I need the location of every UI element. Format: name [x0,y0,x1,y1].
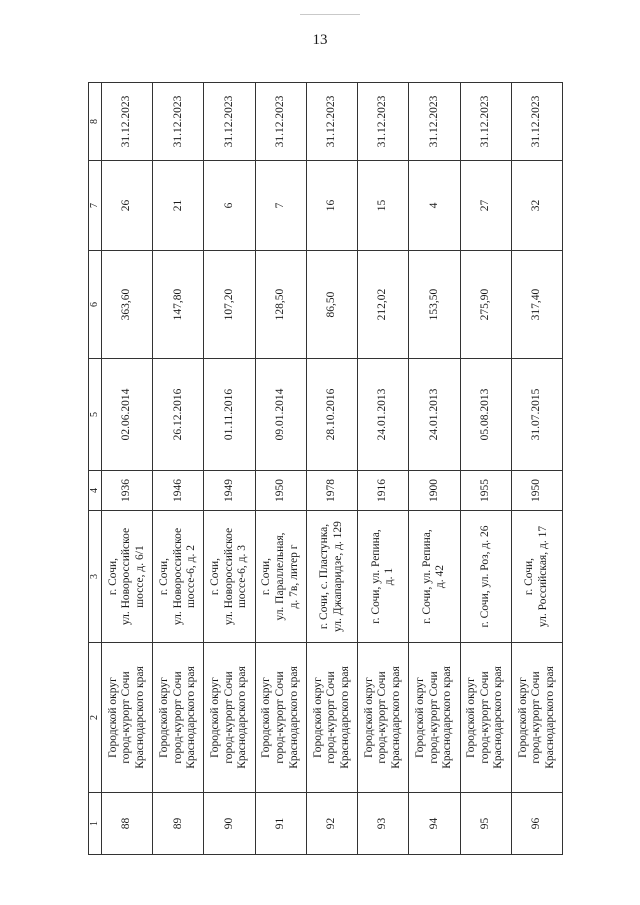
address-cell [255,511,306,643]
address-line: г. Сочи, [106,557,119,596]
municipality-line: город-курорт Сочи [171,671,184,764]
page-number: 13 [312,32,328,48]
build-year-cell: 1936 [102,471,153,511]
column-header-3: 3 [89,511,102,643]
municipality-line: Краснодарского края [287,666,300,769]
address-line: г. Сочи, ул. Репина, [369,529,382,624]
address-line: г. Сочи, [157,557,170,596]
row-number-cell: 88 [102,793,153,855]
row-number-cell: 89 [153,793,204,855]
address-line: шоссе-6, д. 2 [185,544,198,609]
municipality-line: город-курорт Сочи [427,671,440,764]
address-line: шоссе, д. 6/1 [133,545,146,608]
deadline-cell: 31.12.2023 [153,83,204,161]
table-row [204,83,255,855]
deadline-cell: 31.12.2023 [204,83,255,161]
address-cell [204,511,255,643]
column-header-7: 7 [89,161,102,251]
address-line: ул. Джапаридзе, д. 129 [331,521,344,632]
area-cell: 107,20 [204,251,255,359]
build-year-cell: 1900 [409,471,460,511]
resident-count-cell: 7 [255,161,306,251]
table-row [358,83,409,855]
municipality-line: город-курорт Сочи [273,671,286,764]
row-number-cell: 92 [306,793,357,855]
area-cell: 153,50 [409,251,460,359]
municipality-line: Городской округ [106,677,119,758]
column-header-6: 6 [89,251,102,359]
address-line: ул. Параллельная, [273,532,286,621]
municipality-line: Городской округ [516,677,529,758]
deadline-cell: 31.12.2023 [460,83,511,161]
table-rotation-frame [88,83,563,855]
municipality-line: Краснодарского края [236,666,249,769]
resident-count-cell: 15 [358,161,409,251]
table-row [102,83,153,855]
address-line: г. Сочи, [523,557,536,596]
date-cell: 05.08.2013 [460,359,511,471]
address-cell [102,511,153,643]
address-line: ул. Новороссийское [120,527,133,626]
deadline-cell: 31.12.2023 [358,83,409,161]
column-header-5: 5 [89,359,102,471]
date-cell: 24.01.2013 [409,359,460,471]
municipality-line: Городской округ [209,677,222,758]
scan-artifact [300,14,360,15]
row-number-cell: 93 [358,793,409,855]
area-cell: 275,90 [460,251,511,359]
address-cell [306,511,357,643]
area-cell: 128,50 [255,251,306,359]
municipality-line: Краснодарского края [338,666,351,769]
date-cell: 09.01.2014 [255,359,306,471]
address-cell [153,511,204,643]
resident-count-cell: 32 [511,161,562,251]
municipality-cell [306,643,357,793]
resident-count-cell: 27 [460,161,511,251]
date-cell: 01.11.2016 [204,359,255,471]
address-cell [358,511,409,643]
build-year-cell: 1946 [153,471,204,511]
area-cell: 86,50 [306,251,357,359]
table-row [306,83,357,855]
address-line: д. 7в, литер г [287,544,300,609]
municipality-line: Городской округ [465,677,478,758]
municipality-line: Городской округ [157,677,170,758]
row-number-cell: 94 [409,793,460,855]
address-line: г. Сочи, с. Пластунка, [318,523,331,630]
area-cell: 317,40 [511,251,562,359]
date-cell: 02.06.2014 [102,359,153,471]
municipality-cell [102,643,153,793]
municipality-line: город-курорт Сочи [325,671,338,764]
column-header-4: 4 [89,471,102,511]
address-cell [460,511,511,643]
table-body [102,83,563,855]
table-row [511,83,562,855]
municipality-line: город-курорт Сочи [478,671,491,764]
date-cell: 26.12.2016 [153,359,204,471]
area-cell: 363,60 [102,251,153,359]
address-line: ул. Новороссийское [222,527,235,626]
address-line: д. 42 [434,564,447,589]
resident-count-cell: 16 [306,161,357,251]
deadline-cell: 31.12.2023 [409,83,460,161]
municipality-line: город-курорт Сочи [530,671,543,764]
municipality-line: Краснодарского края [133,666,146,769]
column-header-8: 8 [89,83,102,161]
municipality-line: Краснодарского края [492,666,505,769]
area-cell: 212,02 [358,251,409,359]
municipality-cell [153,643,204,793]
municipality-line: город-курорт Сочи [222,671,235,764]
address-line: шоссе-6, д. 3 [236,544,249,609]
table-row [255,83,306,855]
municipality-cell [409,643,460,793]
date-cell: 28.10.2016 [306,359,357,471]
table-row [409,83,460,855]
table-header [89,83,102,855]
column-header-1: 1 [89,793,102,855]
row-number-cell: 96 [511,793,562,855]
address-line: г. Сочи, ул. Роз, д. 26 [478,525,491,628]
resident-count-cell: 6 [204,161,255,251]
resident-count-cell: 21 [153,161,204,251]
column-header-2: 2 [89,643,102,793]
municipality-cell [460,643,511,793]
municipality-cell [255,643,306,793]
build-year-cell: 1955 [460,471,511,511]
municipality-cell [358,643,409,793]
address-line: г. Сочи, ул. Репина, [420,529,433,624]
row-number-cell: 90 [204,793,255,855]
header-row [89,83,102,855]
municipality-line: Городской округ [311,677,324,758]
address-cell [409,511,460,643]
address-line: д. 1 [383,567,396,586]
deadline-cell: 31.12.2023 [255,83,306,161]
build-year-cell: 1978 [306,471,357,511]
resident-count-cell: 26 [102,161,153,251]
municipality-cell [511,643,562,793]
build-year-cell: 1916 [358,471,409,511]
municipality-cell [204,643,255,793]
address-line: г. Сочи, [260,557,273,596]
table-row [460,83,511,855]
address-line: г. Сочи, [209,557,222,596]
build-year-cell: 1949 [204,471,255,511]
deadline-cell: 31.12.2023 [102,83,153,161]
resident-count-cell: 4 [409,161,460,251]
municipality-line: Краснодарского края [185,666,198,769]
date-cell: 31.07.2015 [511,359,562,471]
municipality-line: город-курорт Сочи [376,671,389,764]
municipality-line: Краснодарского края [389,666,402,769]
municipality-line: город-курорт Сочи [120,671,133,764]
row-number-cell: 91 [255,793,306,855]
municipality-line: Краснодарского края [543,666,556,769]
table-row [153,83,204,855]
address-line: ул. Российская, д. 17 [536,525,549,628]
municipality-line: Городской округ [362,677,375,758]
build-year-cell: 1950 [255,471,306,511]
build-year-cell: 1950 [511,471,562,511]
housing-register-table [88,82,563,855]
municipality-line: Краснодарского края [441,666,454,769]
row-number-cell: 95 [460,793,511,855]
area-cell: 147,80 [153,251,204,359]
date-cell: 24.01.2013 [358,359,409,471]
address-line: ул. Новороссийское [171,527,184,626]
municipality-line: Городской округ [414,677,427,758]
municipality-line: Городской округ [260,677,273,758]
address-cell [511,511,562,643]
deadline-cell: 31.12.2023 [511,83,562,161]
deadline-cell: 31.12.2023 [306,83,357,161]
